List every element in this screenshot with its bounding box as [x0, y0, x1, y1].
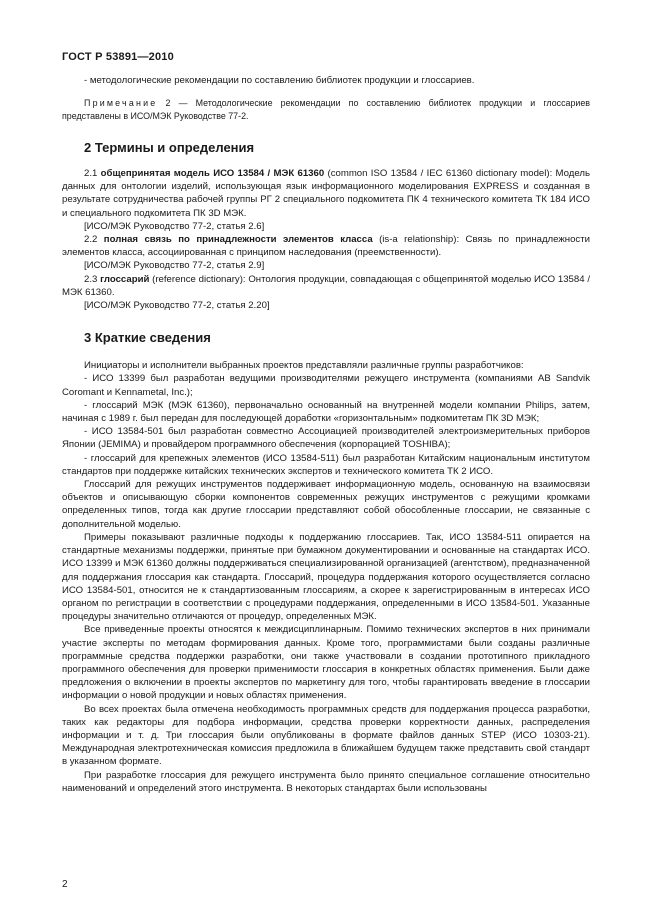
section-3-paragraph: При разработке глоссария для режущего инструмента было принято специальное соглашение относительно наименований и определений этого инструмента. В некоторых стандартах были использованы	[62, 769, 590, 794]
document-header: ГОСТ Р 53891—2010	[62, 51, 174, 63]
term-name: общепринятая модель ИСО 13584 / МЭК 61360	[100, 168, 325, 180]
term-2-3-reference: [ИСО/МЭК Руководство 77-2, статья 2.20]	[84, 300, 270, 312]
section-3-paragraph: - глоссарий МЭК (МЭК 61360), первоначально основанный на внутренней модели компании Philips, затем, начиная с 1989 г. был передан для последующей доработки «горизонтальным» подкомитетам ПК 3D МЭК;	[62, 399, 590, 425]
term-definition: (common ISO 13584 / IEC 61360 dictionary model): Модель данных для онтологии изделий, использующая язык информационного моделирования EXPRESS и созданная в результате сотрудничества рабочей группы РГ 2 специального подкомитета ПК 4 технического комитета ТК 184 ИСО и специального подкомитета ПК 3D МЭК.	[62, 168, 590, 219]
section-3-paragraph: Глоссарий для режущих инструментов поддерживает информационную модель, основанную на взаимосвязи объектов и описывающую сборки компонентов современных режущих инструментов с режущими кромками определенных типов, тогда как другие глоссарии представляют собой обособленные глоссарии, не связанные с дополнительной моделью.	[62, 479, 590, 530]
section-2-heading: 2 Термины и определения	[84, 140, 255, 156]
note-label: Примечание	[84, 98, 158, 109]
term-2-2-reference: [ИСО/МЭК Руководство 77-2, статья 2.9]	[84, 260, 265, 272]
term-2-1-reference: [ИСО/МЭК Руководство 77-2, статья 2.6]	[84, 220, 265, 232]
note-paragraph	[62, 97, 590, 122]
term-name: глоссарий	[100, 273, 150, 285]
page-content	[62, 74, 590, 795]
section-3-paragraph: Инициаторы и исполнители выбранных проектов представляли различные группы разработчиков:	[84, 360, 524, 372]
section-3-paragraph: Все приведенные проекты относятся к междисциплинарным. Помимо технических экспертов в них принимали участие эксперты по методам формирования данных. Кроме того, программистами были созданы различные программные средства поддержки разработки, они также участвовали в создании прототипного прикладного программного обеспечения для проверки применимости глоссария в конкретных областях применения. Были даже предложения о включении в проекты экспертов по маркетингу для того, чтобы гарантировать введение в глоссарии информации о новой продукции и новых областях применения.	[62, 624, 590, 702]
term-definition: (is-a relationship): Связь по принадлежности элементов класса, ассоциированная с принципом наследования (преемственности).	[62, 234, 590, 259]
section-3-paragraph: Во всех проектах была отмечена необходимость программных средств для поддержания процесса разработки, таких как редакторы для подбора информации, средства проверки корректности данных, распределения информации и т. д. Три глоссария были опубликованы в формате файлов данных STEP (ИСО 10303-21). Международная электротехническая комиссия предложила в ближайшем будущем также представить свой стандарт в указанном формате.	[62, 703, 590, 768]
term-number: 2.3	[84, 273, 101, 285]
term-2-3	[62, 273, 590, 299]
page-number: 2	[62, 879, 68, 890]
intro-bullet: - методологические рекомендации по составлению библиотек продукции и глоссариев.	[84, 75, 475, 86]
section-3-paragraph: - глоссарий для крепежных элементов (ИСО 13584-511) был разработан Китайским национальным институтом стандартов при поддержке китайских технических экспертов и технического комитета ТК 2 ИСО.	[62, 452, 590, 477]
term-name: полная связь по принадлежности элементов класса	[103, 234, 373, 246]
section-3-paragraph: - ИСО 13584-501 был разработан совместно Ассоциацией производителей электроизмерительных приборов Японии (JEMIMA) и провайдером программного обеспечения (корпорацией TOSHIBA);	[62, 426, 590, 451]
term-2-2	[62, 233, 590, 259]
section-3-paragraph: - ИСО 13399 был разработан ведущими производителями режущего инструмента (компаниями AB Sandvik Coromant и Kennametal, Inc.);	[62, 373, 590, 398]
term-number: 2.1	[84, 168, 101, 180]
term-definition: (reference dictionary): Онтология продукции, совпадающая с общепринятой моделью ИСО 13584 / МЭК 61360.	[62, 273, 590, 298]
note-text: 2 — Методологические рекомендации по составлению библиотек продукции и глоссариев представлены в ИСО/МЭК Руководстве 77-2.	[62, 98, 590, 121]
section-3-heading: 3 Краткие сведения	[84, 330, 211, 346]
term-number: 2.2	[84, 234, 104, 246]
section-3-paragraph: Примеры показывают различные подходы к поддержанию глоссариев. Так, ИСО 13584-511 опирается на стандартные механизмы поддержки, принятые при бумажном документировании и основанные на стандартах ИСО. ИСО 13399 и МЭК 61360 должны поддерживаться специализированной организацией (агентством), предназначенной для поддержания глоссария как стандарта. Глоссарий, процедура поддержания которого осуществляется согласно ИСО 13584-501, относится не к стандартизованным глоссариям, а скорее к зарегистрированным в интересах ИСО органом по регистрации в соответствии с процедурами поддержания, определенными в ИСО 13584-501. Указанные процедуры значительно отличаются от процедур, определенных МЭК.	[62, 531, 591, 623]
term-2-1	[62, 167, 590, 220]
